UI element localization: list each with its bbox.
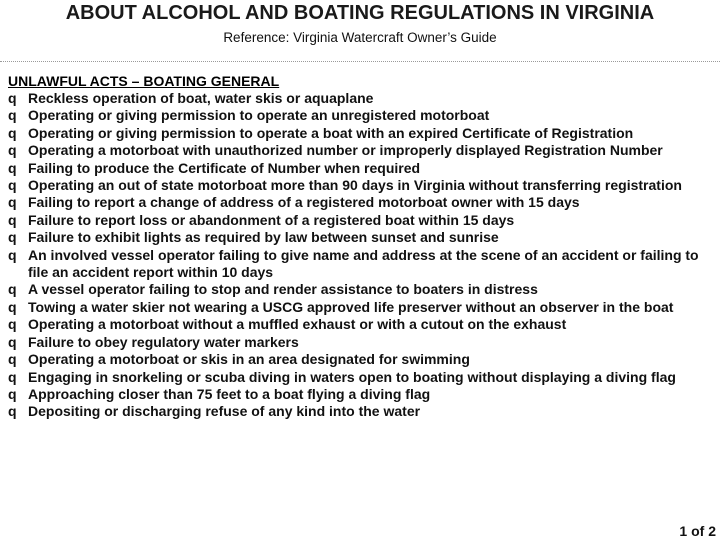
list-item-text: Operating an out of state motorboat more than 90 days in Virginia without transferring registration <box>28 177 682 194</box>
checkbox-bullet-icon: q <box>8 142 17 159</box>
list-item-text: Reckless operation of boat, water skis or aquaplane <box>28 90 374 106</box>
list-item-text: An involved vessel operator failing to give name and address at the scene of an accident or failing to file an accident report within 10 days <box>28 246 699 281</box>
checkbox-bullet-icon: q <box>8 385 17 402</box>
checkbox-bullet-icon: q <box>8 403 17 420</box>
list-item-text: Failure to exhibit lights as required by law between sunset and sunrise <box>28 229 499 246</box>
list-item-text: Operating or giving permission to operate a boat with an expired Certificate of Registration <box>28 124 634 141</box>
checkbox-bullet-icon: q <box>8 246 17 263</box>
list-item-text: Depositing or discharging refuse of any kind into the water <box>28 403 421 420</box>
list-item-text: Approaching closer than 75 feet to a boat flying a diving flag <box>28 385 431 402</box>
list-item <box>8 316 714 333</box>
list-item <box>8 142 714 159</box>
list-item <box>8 369 714 386</box>
list-item-text: Engaging in snorkeling or scuba diving in waters open to boating without displaying a diving flag <box>28 368 676 385</box>
list-item <box>8 160 714 177</box>
checkbox-bullet-icon: q <box>8 298 17 315</box>
list-item <box>8 386 714 403</box>
list-item <box>8 194 714 211</box>
list-item <box>8 351 714 368</box>
list-item <box>8 212 714 229</box>
reference-subtitle: Reference: Virginia Watercraft Owner’s Guide <box>223 30 497 45</box>
list-item <box>8 334 714 351</box>
list-item <box>8 90 714 107</box>
checkbox-bullet-icon: q <box>8 281 17 298</box>
list-item <box>8 281 714 298</box>
list-item-text: Towing a water skier not wearing a USCG approved life preserver without an observer in the boat <box>28 298 674 315</box>
page-indicator: 1 of 2 <box>679 523 716 539</box>
checkbox-bullet-icon: q <box>8 107 17 124</box>
list-item-text: A vessel operator failing to stop and render assistance to boaters in distress <box>28 281 538 298</box>
list-item-text: Operating a motorboat without a muffled exhaust or with a cutout on the exhaust <box>28 316 567 333</box>
checkbox-bullet-icon: q <box>8 211 17 228</box>
slide-content <box>8 72 714 421</box>
list-item-text: Operating a motorboat or skis in an area designated for swimming <box>28 351 470 368</box>
checkbox-bullet-icon: q <box>8 90 17 106</box>
checkbox-bullet-icon: q <box>8 124 17 141</box>
section-heading: UNLAWFUL ACTS – BOATING GENERAL <box>8 73 280 89</box>
list-item <box>8 177 714 194</box>
list-item <box>8 403 714 420</box>
list-item-text: Operating a motorboat with unauthorized number or improperly displayed Registration Number <box>28 142 663 159</box>
checkbox-bullet-icon: q <box>8 316 17 333</box>
slide-title: ABOUT ALCOHOL AND BOATING REGULATIONS IN VIRGINIA <box>65 2 655 24</box>
list-item <box>8 247 714 282</box>
unlawful-acts-list <box>8 90 714 421</box>
list-item <box>8 229 714 246</box>
list-item-text: Failing to report a change of address of a registered motorboat owner with 15 days <box>28 194 580 211</box>
checkbox-bullet-icon: q <box>8 229 17 246</box>
list-item-text: Failing to produce the Certificate of Number when required <box>28 159 421 176</box>
checkbox-bullet-icon: q <box>8 159 17 176</box>
list-item <box>8 125 714 142</box>
list-item <box>8 299 714 316</box>
list-item-text: Operating or giving permission to operate an unregistered motorboat <box>28 107 490 124</box>
checkbox-bullet-icon: q <box>8 194 17 211</box>
list-item <box>8 107 714 124</box>
title-divider <box>0 61 720 62</box>
checkbox-bullet-icon: q <box>8 177 17 194</box>
list-item-text: Failure to obey regulatory water markers <box>28 333 299 350</box>
checkbox-bullet-icon: q <box>8 351 17 368</box>
checkbox-bullet-icon: q <box>8 333 17 350</box>
list-item-text: Failure to report loss or abandonment of a registered boat within 15 days <box>28 211 515 228</box>
checkbox-bullet-icon: q <box>8 368 17 385</box>
